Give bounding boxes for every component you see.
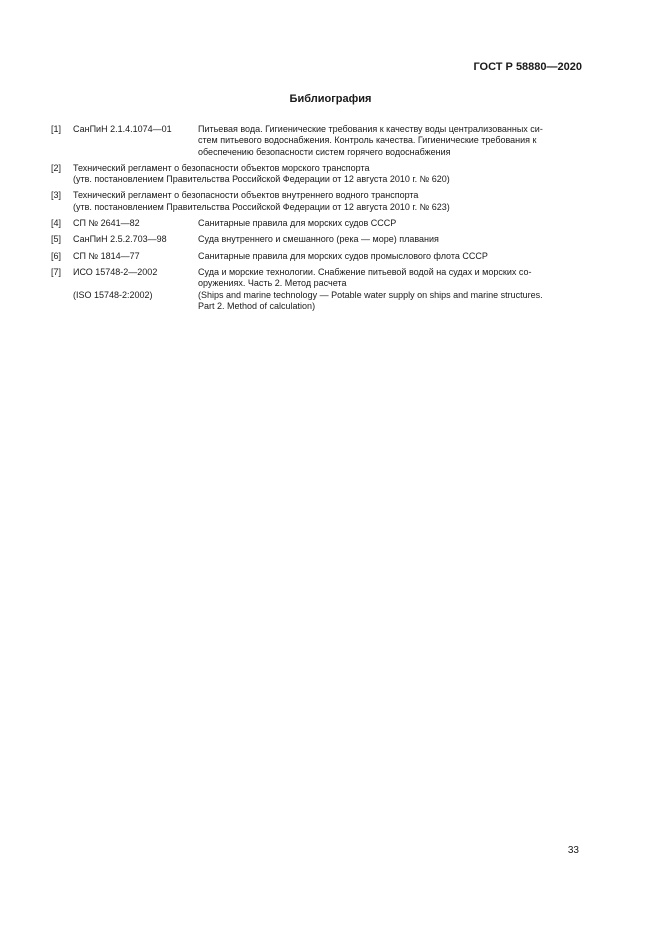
entry-code: ИСО 15748-2—2002 (73, 266, 158, 277)
entry-number: [1] (51, 124, 62, 134)
bibliography-entry-1 (51, 124, 581, 158)
entry-code: СП № 2641—82 (73, 218, 140, 229)
description-line: оружениях. Часть 2. Метод расчета (198, 278, 347, 289)
bibliography-entry-6 (51, 251, 581, 262)
entry-description-english (198, 290, 581, 313)
page-number: 33 (567, 845, 579, 856)
entry-line: Технический регламент о безопасности объектов внутреннего водного транспорта (73, 190, 419, 201)
entry-description (198, 124, 581, 158)
entry-number: [7] (51, 266, 62, 277)
bibliography-entry-2 (51, 163, 581, 186)
bibliography-list (51, 124, 581, 317)
document-code: ГОСТ Р 58880—2020 (473, 61, 582, 73)
entry-description: Санитарные правила для морских судов промыслового флота СССР (198, 250, 488, 261)
bibliography-entry-4 (51, 218, 581, 229)
bibliography-entry-5 (51, 234, 581, 245)
entry-code: СанПиН 2.5.2.703—98 (73, 234, 167, 245)
bibliography-entry-3 (51, 190, 581, 213)
entry-description (198, 267, 581, 290)
description-line: Питьевая вода. Гигиенические требования к качеству воды централизованных си- (198, 124, 543, 134)
entry-line: (утв. постановлением Правительства Российской Федерации от 12 августа 2010 г. № 620) (73, 174, 450, 185)
entry-code: СП № 1814—77 (73, 250, 140, 261)
entry-number: [3] (51, 190, 62, 201)
entry-number: [4] (51, 218, 62, 229)
bibliography-entry-7 (51, 267, 581, 312)
description-line: стем питьевого водоснабжения. Контроль качества. Гигиенические требования к (198, 135, 537, 146)
description-line: Суда и морские технологии. Снабжение питьевой водой на судах и морских со- (198, 266, 532, 277)
description-line: обеспечению безопасности систем горячего водоснабжения (198, 146, 451, 157)
entry-code-international: (ISO 15748-2:2002) (73, 289, 153, 300)
entry-description: Суда внутреннего и смешанного (река — море) плавания (198, 234, 439, 245)
entry-number: [5] (51, 234, 62, 245)
entry-number: [2] (51, 162, 62, 173)
entry-line: Технический регламент о безопасности объектов морского транспорта (73, 162, 370, 173)
description-line: (Ships and marine technology — Potable water supply on ships and marine structures. (198, 289, 543, 300)
bibliography-title: Библиография (289, 93, 372, 105)
description-line: Part 2. Method of calculation) (198, 300, 316, 311)
entry-code: СанПиН 2.1.4.1074—01 (73, 124, 172, 134)
entry-description: Санитарные правила для морских судов СССР (198, 218, 397, 229)
entry-line: (утв. постановлением Правительства Российской Федерации от 12 августа 2010 г. № 623) (73, 201, 450, 212)
entry-number: [6] (51, 250, 62, 261)
